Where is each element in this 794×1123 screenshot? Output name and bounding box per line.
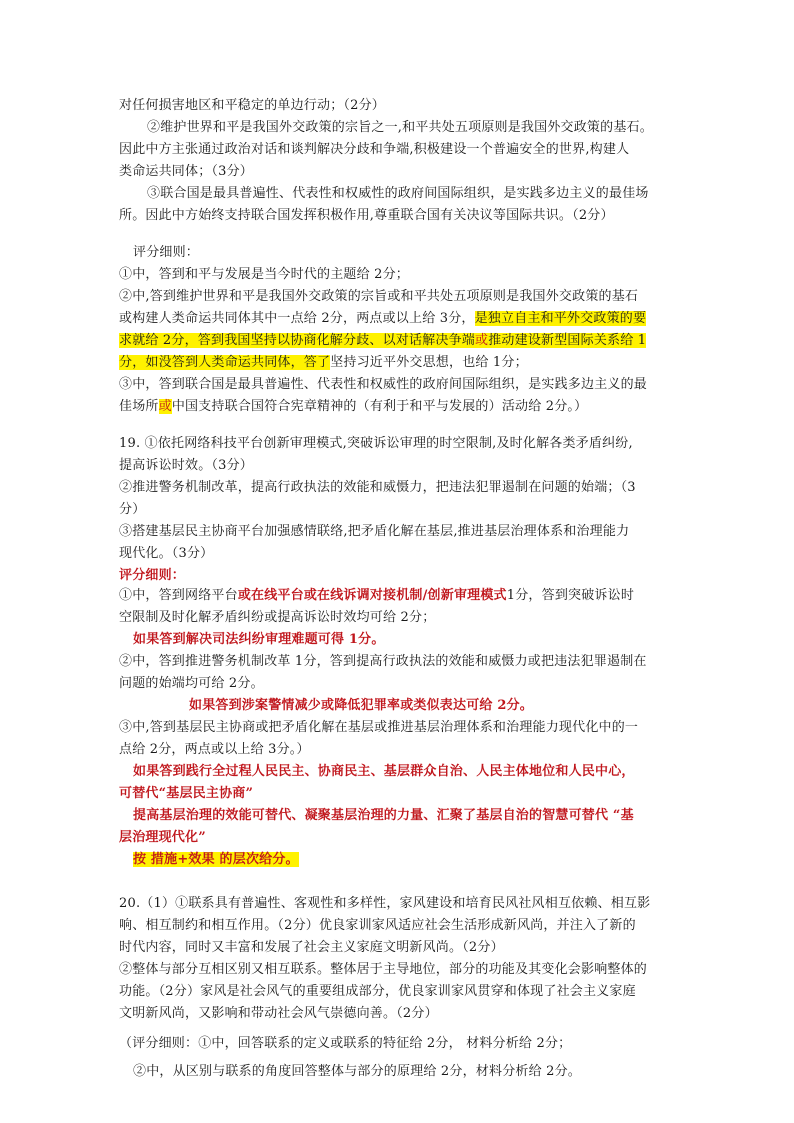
rubric-line	[119, 396, 679, 418]
rubric-line: ③中，答到联合国是最具普遍性、代表性和权威性的政府间国际组织，是实践多边主义的最	[119, 377, 648, 392]
red-note: 如果答到涉案警情减少或降低犯罪率或类似表达可给 2分。	[189, 698, 533, 713]
red-note: 提高基层治理的效能可替代、凝聚基层治理的力量、汇聚了基层自治的智慧可替代 “基	[133, 808, 634, 823]
red-note: 如果答到解决司法纠纷审理难题可得 1分。	[133, 632, 385, 647]
answer-line: ②维护世界和平是我国外交政策的宗旨之一,和平共处五项原则是我国外交政策的基石。	[147, 120, 653, 135]
rubric-line: ①中，答到和平与发展是当今时代的主题给 2分；	[119, 267, 410, 282]
q20-line: 文明新风尚，又影响和带动社会风气崇德向善。（2分）	[119, 1006, 438, 1021]
rubric-line: ②中，从区别与联系的角度回答整体与部分的原理给 2分，材料分析给 2分。	[133, 1064, 582, 1079]
red-note: 层治理现代化”	[119, 830, 206, 845]
q19-line: 分）	[119, 502, 146, 517]
rubric-line: ②中，答到推进警务机制改革 1分，答到提高行政执法的效能和威慑力或把违法犯罪遏制在	[119, 654, 647, 669]
red-text: 或在线平台或在线诉调对接机制/创新审理模式	[237, 588, 507, 603]
rubric-line	[119, 585, 679, 607]
q19-line: 提高诉讼时效。（3分）	[119, 458, 253, 473]
answer-line: 类命运共同体；（3分）	[119, 164, 253, 179]
highlighted-text: 推动建设新型国际关系给 1	[488, 333, 647, 348]
rubric-line	[119, 308, 679, 330]
q20-line: 功能。（2分）家风是社会风气的重要组成部分，优良家训家风贯穿和体现了社会主义家庭	[119, 984, 636, 999]
q19-line: 现代化。（3分）	[119, 546, 214, 561]
rubric-line	[119, 352, 679, 374]
red-note: 如果答到践行全过程人民民主、协商民主、基层群众自治、人民主体地位和人民中心，	[133, 764, 635, 779]
rubric-text: 中国支持联合国符合宪章精神的（有利于和平与发展的）活动给 2分。）	[171, 399, 588, 414]
answer-line: 因此中方主张通过政治对话和谈判解决分歧和争端,积极建设一个普遍安全的世界,构建人	[119, 142, 630, 157]
rubric-line: ②中,答到维护世界和平是我国外交政策的宗旨或和平共处五项原则是我国外交政策的基石	[119, 289, 639, 304]
q20-line: 20.（1）①联系具有普遍性、客观性和多样性，家风建设和培育民风社风相互依赖、相互影	[119, 896, 651, 911]
red-note-line	[133, 849, 693, 871]
q19-line: 19. ①依托网络科技平台创新审理模式,突破诉讼审理的时空限制,及时化解各类矛盾纠纷,	[119, 436, 633, 451]
q20-line: 响、相互制约和相互作用。（2分）优良家训家风适应社会生活形成新风尚，并注入了新的	[119, 918, 636, 933]
rubric-line: ③中,答到基层民主协商或把矛盾化解在基层或推进基层治理体系和治理能力现代化中的一	[119, 720, 639, 735]
highlighted-text: 是独立自主和平外交政策的要	[474, 311, 647, 326]
answer-line: 对任何损害地区和平稳定的单边行动；（2分）	[119, 98, 385, 113]
rubric-line: （评分细则：①中，回答联系的定义或联系的特征给 2分， 材料分析给 2分；	[119, 1036, 572, 1051]
highlighted-red-text: 按 措施+效果 的层次给分。	[133, 852, 299, 867]
rubric-title: 评分细则：	[133, 245, 200, 260]
answer-line: ③联合国是最具普遍性、代表性和权威性的政府间国际组织，是实践多边主义的最佳场	[147, 186, 649, 201]
highlighted-text: 分，如没答到人类命运共同体，答了	[119, 355, 331, 370]
q20-line: ②整体与部分互相区别又相互联系。整体居于主导地位，部分的功能及其变化会影响整体的	[119, 962, 648, 977]
rubric-line: 问题的始端均可给 2分。	[119, 676, 264, 691]
rubric-line: 空限制及时化解矛盾纠纷或提高诉讼时效均可给 2分；	[119, 610, 436, 625]
red-note: 可替代“基层民主协商”	[119, 786, 254, 801]
rubric-line	[119, 330, 679, 352]
q19-line: ②推进警务机制改革，提高行政执法的效能和威慑力，把违法犯罪遏制在问题的始端；（3	[119, 480, 636, 495]
rubric-line: 点给 2分，两点或以上给 3分。）	[119, 742, 310, 757]
highlighted-or: 或	[475, 333, 489, 348]
rubric-text: 坚持习近平外交思想，也给 1分；	[330, 355, 528, 370]
q19-line: ③搭建基层民主协商平台加强感情联络,把矛盾化解在基层,推进基层治理体系和治理能力	[119, 524, 630, 539]
rubric-text: 或构建人类命运共同体其中一点给 2分，两点或以上给 3分，	[119, 311, 475, 326]
rubric-text: 佳场所	[119, 399, 159, 414]
rubric-text: ①中，答到网络平台	[119, 588, 238, 603]
answer-line: 所。因此中方始终支持联合国发挥积极作用,尊重联合国有关决议等国际共识。（2分）	[119, 208, 614, 223]
rubric-text: 1分，答到突破诉讼时	[506, 588, 635, 603]
rubric-title: 评分细则：	[119, 568, 186, 583]
q20-line: 时代内容，同时又丰富和发展了社会主义家庭文明新风尚。（2分）	[119, 940, 504, 955]
highlighted-text: 求就给 2分，答到我国坚持以协商化解分歧、以对话解决争端	[119, 333, 476, 348]
highlighted-or: 或	[158, 399, 172, 414]
